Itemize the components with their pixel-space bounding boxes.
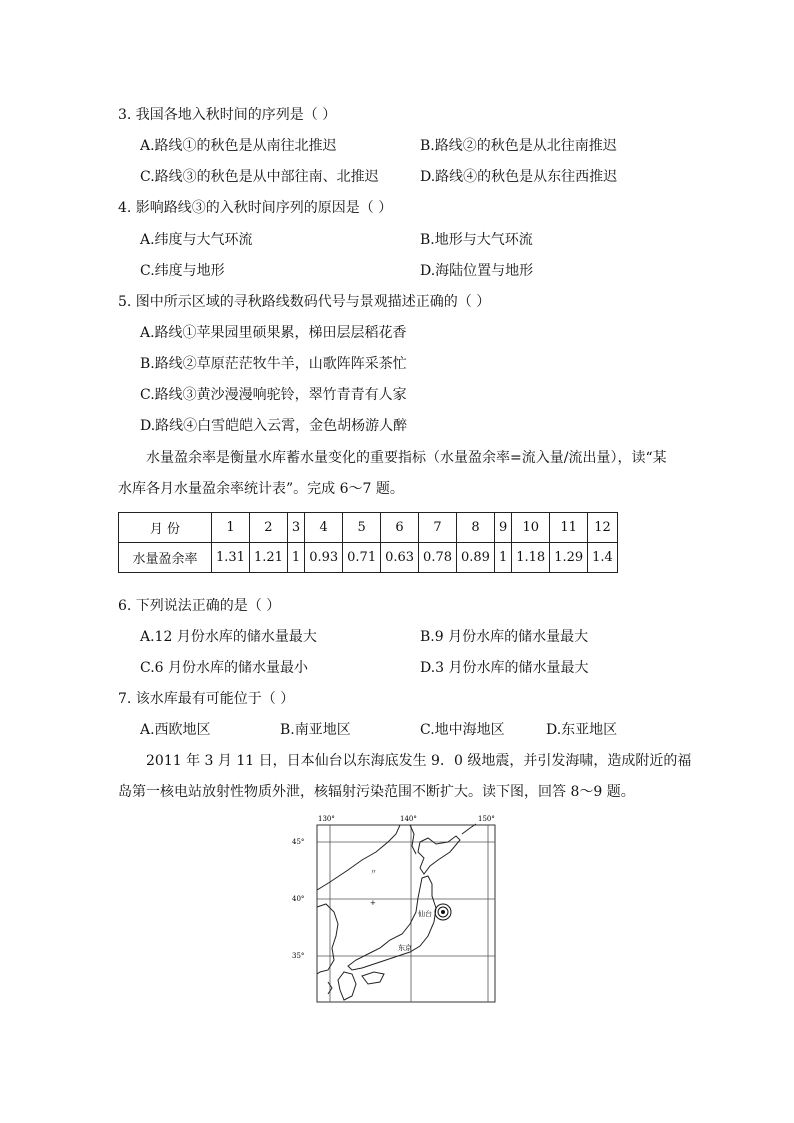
table-header-rate: 水量盈余率 — [119, 543, 212, 573]
map-mark: + — [370, 899, 376, 907]
rate-cell: 1.31 — [212, 543, 250, 573]
table-header-month: 月 份 — [119, 513, 212, 543]
rate-cell: 1.21 — [249, 543, 287, 573]
epicenter-dot — [441, 910, 445, 914]
q3-stem: 3. 我国各地入秋时间的序列是（ ） — [118, 107, 337, 123]
rate-cell: 0.71 — [343, 543, 381, 573]
intro-6-7-line2: 水库各月水量盈余率统计表”。完成 6～7 题。 — [118, 481, 404, 497]
korea-coast — [317, 904, 338, 974]
rate-cell: 0.63 — [381, 543, 419, 573]
q6-option-b: B.9 月份水库的储水量最大 — [420, 629, 589, 645]
month-cell: 7 — [419, 513, 457, 543]
q6-option-a: A.12 月份水库的储水量最大 — [140, 629, 317, 645]
map-frame — [317, 825, 495, 1002]
q4-stem: 4. 影响路线③的入秋时间序列的原因是（ ） — [118, 200, 393, 216]
japan-map — [290, 812, 505, 1007]
lat-label-45: 45° — [292, 838, 305, 846]
q5-option-c: C.路线③黄沙漫漫响驼铃，翠竹青青有人家 — [140, 387, 407, 403]
q4-option-b: B.地形与大气环流 — [420, 232, 533, 248]
lon-label-150: 150° — [478, 815, 495, 823]
intro-6-7-line1: 水量盈余率是衡量水库蓄水量变化的重要指标（水量盈余率=流入量/流出量），读“某 — [146, 450, 667, 466]
month-cell: 5 — [343, 513, 381, 543]
q4-option-d: D.海陆位置与地形 — [420, 263, 534, 279]
month-cell: 3 — [287, 513, 304, 543]
rate-cell: 0.89 — [457, 543, 495, 573]
month-cell: 1 — [212, 513, 250, 543]
kyushu-coast — [338, 972, 356, 1000]
q7-option-c: C.地中海地区 — [420, 722, 505, 738]
month-cell: 12 — [588, 513, 618, 543]
rate-cell: 1 — [287, 543, 304, 573]
lon-label-140: 140° — [400, 815, 417, 823]
month-cell: 10 — [512, 513, 550, 543]
q7-option-a: A.西欧地区 — [140, 722, 211, 738]
table-row-rates — [119, 543, 618, 573]
reservoir-table — [118, 512, 618, 573]
lat-label-35: 35° — [292, 952, 305, 960]
q6-stem: 6. 下列说法正确的是（ ） — [118, 598, 281, 614]
month-cell: 2 — [249, 513, 287, 543]
month-cell: 11 — [550, 513, 588, 543]
table-row-months — [119, 513, 618, 543]
month-cell: 4 — [305, 513, 343, 543]
q5-option-d: D.路线④白雪皑皑入云霄，金色胡杨游人醉 — [140, 418, 408, 434]
q4-option-a: A.纬度与大气环流 — [140, 232, 253, 248]
q7-option-d: D.东亚地区 — [546, 722, 618, 738]
rate-cell: 1.4 — [588, 543, 618, 573]
month-cell: 8 — [457, 513, 495, 543]
rate-cell: 0.93 — [305, 543, 343, 573]
lat-label-40: 40° — [292, 895, 305, 903]
q3-option-c: C.路线③的秋色是从中部往南、北推迟 — [140, 169, 379, 185]
month-cell: 9 — [494, 513, 511, 543]
rate-cell: 1.18 — [512, 543, 550, 573]
rate-cell: 1 — [494, 543, 511, 573]
q6-option-d: D.3 月份水库的储水量最大 — [420, 660, 589, 676]
q5-stem: 5. 图中所示区域的寻秋路线数码代号与景观描述正确的（ ） — [118, 294, 491, 310]
q5-option-b: B.路线②草原茫茫牧牛羊，山歌阵阵采茶忙 — [140, 356, 407, 372]
rate-cell: 1.29 — [550, 543, 588, 573]
q6-option-c: C.6 月份水库的储水量最小 — [140, 660, 309, 676]
map-mark: 〃 — [370, 868, 377, 876]
q3-option-a: A.路线①的秋色是从南往北推迟 — [140, 138, 337, 154]
q4-option-c: C.纬度与地形 — [140, 263, 225, 279]
q3-option-d: D.路线④的秋色是从东往西推迟 — [420, 169, 618, 185]
q5-option-a: A.路线①苹果园里硕果累，梯田层层稻花香 — [140, 325, 407, 341]
month-cell: 6 — [381, 513, 419, 543]
city-label-tokyo: 东京 — [398, 944, 412, 952]
mainland-coast — [317, 825, 400, 890]
q7-option-b: B.南亚地区 — [280, 722, 351, 738]
lon-label-130: 130° — [318, 815, 335, 823]
rate-cell: 0.78 — [419, 543, 457, 573]
q7-stem: 7. 该水库最有可能位于（ ） — [118, 691, 295, 707]
intro-8-9-line1: 2011 年 3 月 11 日，日本仙台以东海底发生 9．0 级地震，并引发海啸，造成附近的福 — [146, 753, 692, 769]
intro-8-9-line2: 岛第一核电站放射性物质外泄，核辐射污染范围不断扩大。读下图，回答 8～9 题。 — [118, 784, 635, 800]
q3-option-b: B.路线②的秋色是从北往南推迟 — [420, 138, 617, 154]
shikoku-coast — [362, 972, 384, 984]
city-label-sendai: 仙台 — [418, 910, 432, 918]
